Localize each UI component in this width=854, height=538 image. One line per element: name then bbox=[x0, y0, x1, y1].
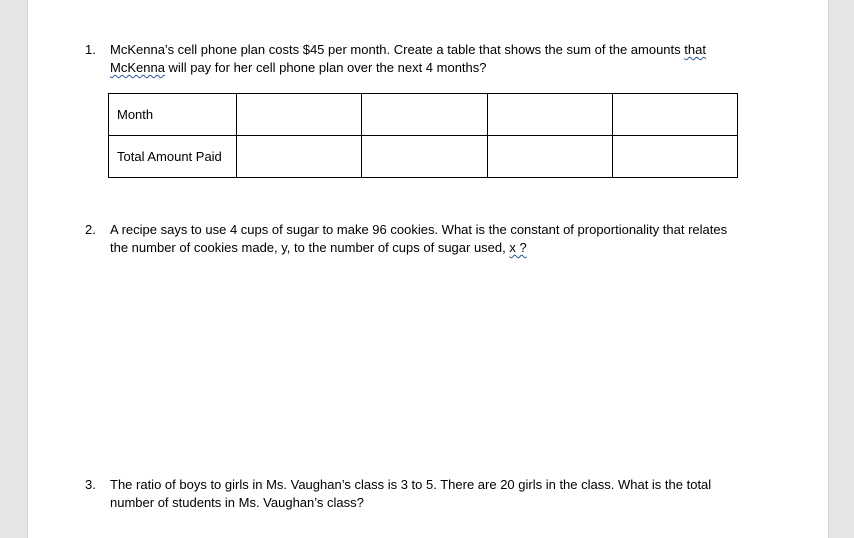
table-row-total bbox=[109, 136, 738, 178]
question-2-line-2: the number of cookies made, y, to the number of cups of sugar used, x ? bbox=[110, 240, 527, 255]
question-3-line-1: The ratio of boys to girls in Ms. Vaughan’s class is 3 to 5. There are 20 girls in the class. What is the total bbox=[110, 477, 712, 492]
question-3-text bbox=[110, 476, 711, 512]
table-cell[interactable] bbox=[612, 136, 737, 178]
table-cell[interactable] bbox=[487, 94, 612, 136]
question-1-number: 1. bbox=[85, 42, 96, 57]
question-2-text bbox=[110, 221, 727, 257]
spelling-flag[interactable]: that bbox=[684, 42, 706, 57]
question-2-line-1: A recipe says to use 4 cups of sugar to make 96 cookies. What is the constant of proportionality that relates bbox=[110, 222, 728, 237]
grammar-flag[interactable]: x ? bbox=[509, 240, 527, 255]
table-cell[interactable] bbox=[362, 136, 487, 178]
table-cell[interactable] bbox=[487, 136, 612, 178]
table-cell[interactable] bbox=[362, 94, 487, 136]
table-cell[interactable] bbox=[612, 94, 737, 136]
question-3-line-2: number of students in Ms. Vaughan’s class? bbox=[110, 495, 364, 510]
question-1-line-1: McKenna’s cell phone plan costs $45 per month. Create a table that shows the sum of the amounts that bbox=[110, 42, 706, 57]
question-1-line-2: McKenna will pay for her cell phone plan over the next 4 months? bbox=[110, 60, 487, 75]
question-2-number: 2. bbox=[85, 222, 96, 237]
table-cell[interactable] bbox=[237, 94, 362, 136]
table-cell[interactable] bbox=[237, 136, 362, 178]
question-3-number: 3. bbox=[85, 477, 96, 492]
table-cell-label[interactable]: Month bbox=[109, 94, 237, 136]
table-row-month bbox=[109, 94, 738, 136]
table-cell-label[interactable]: Total Amount Paid bbox=[109, 136, 237, 178]
question-1-text bbox=[110, 41, 706, 77]
amount-table bbox=[108, 93, 738, 178]
document-page bbox=[27, 0, 829, 538]
spelling-flag[interactable]: McKenna bbox=[110, 60, 165, 75]
